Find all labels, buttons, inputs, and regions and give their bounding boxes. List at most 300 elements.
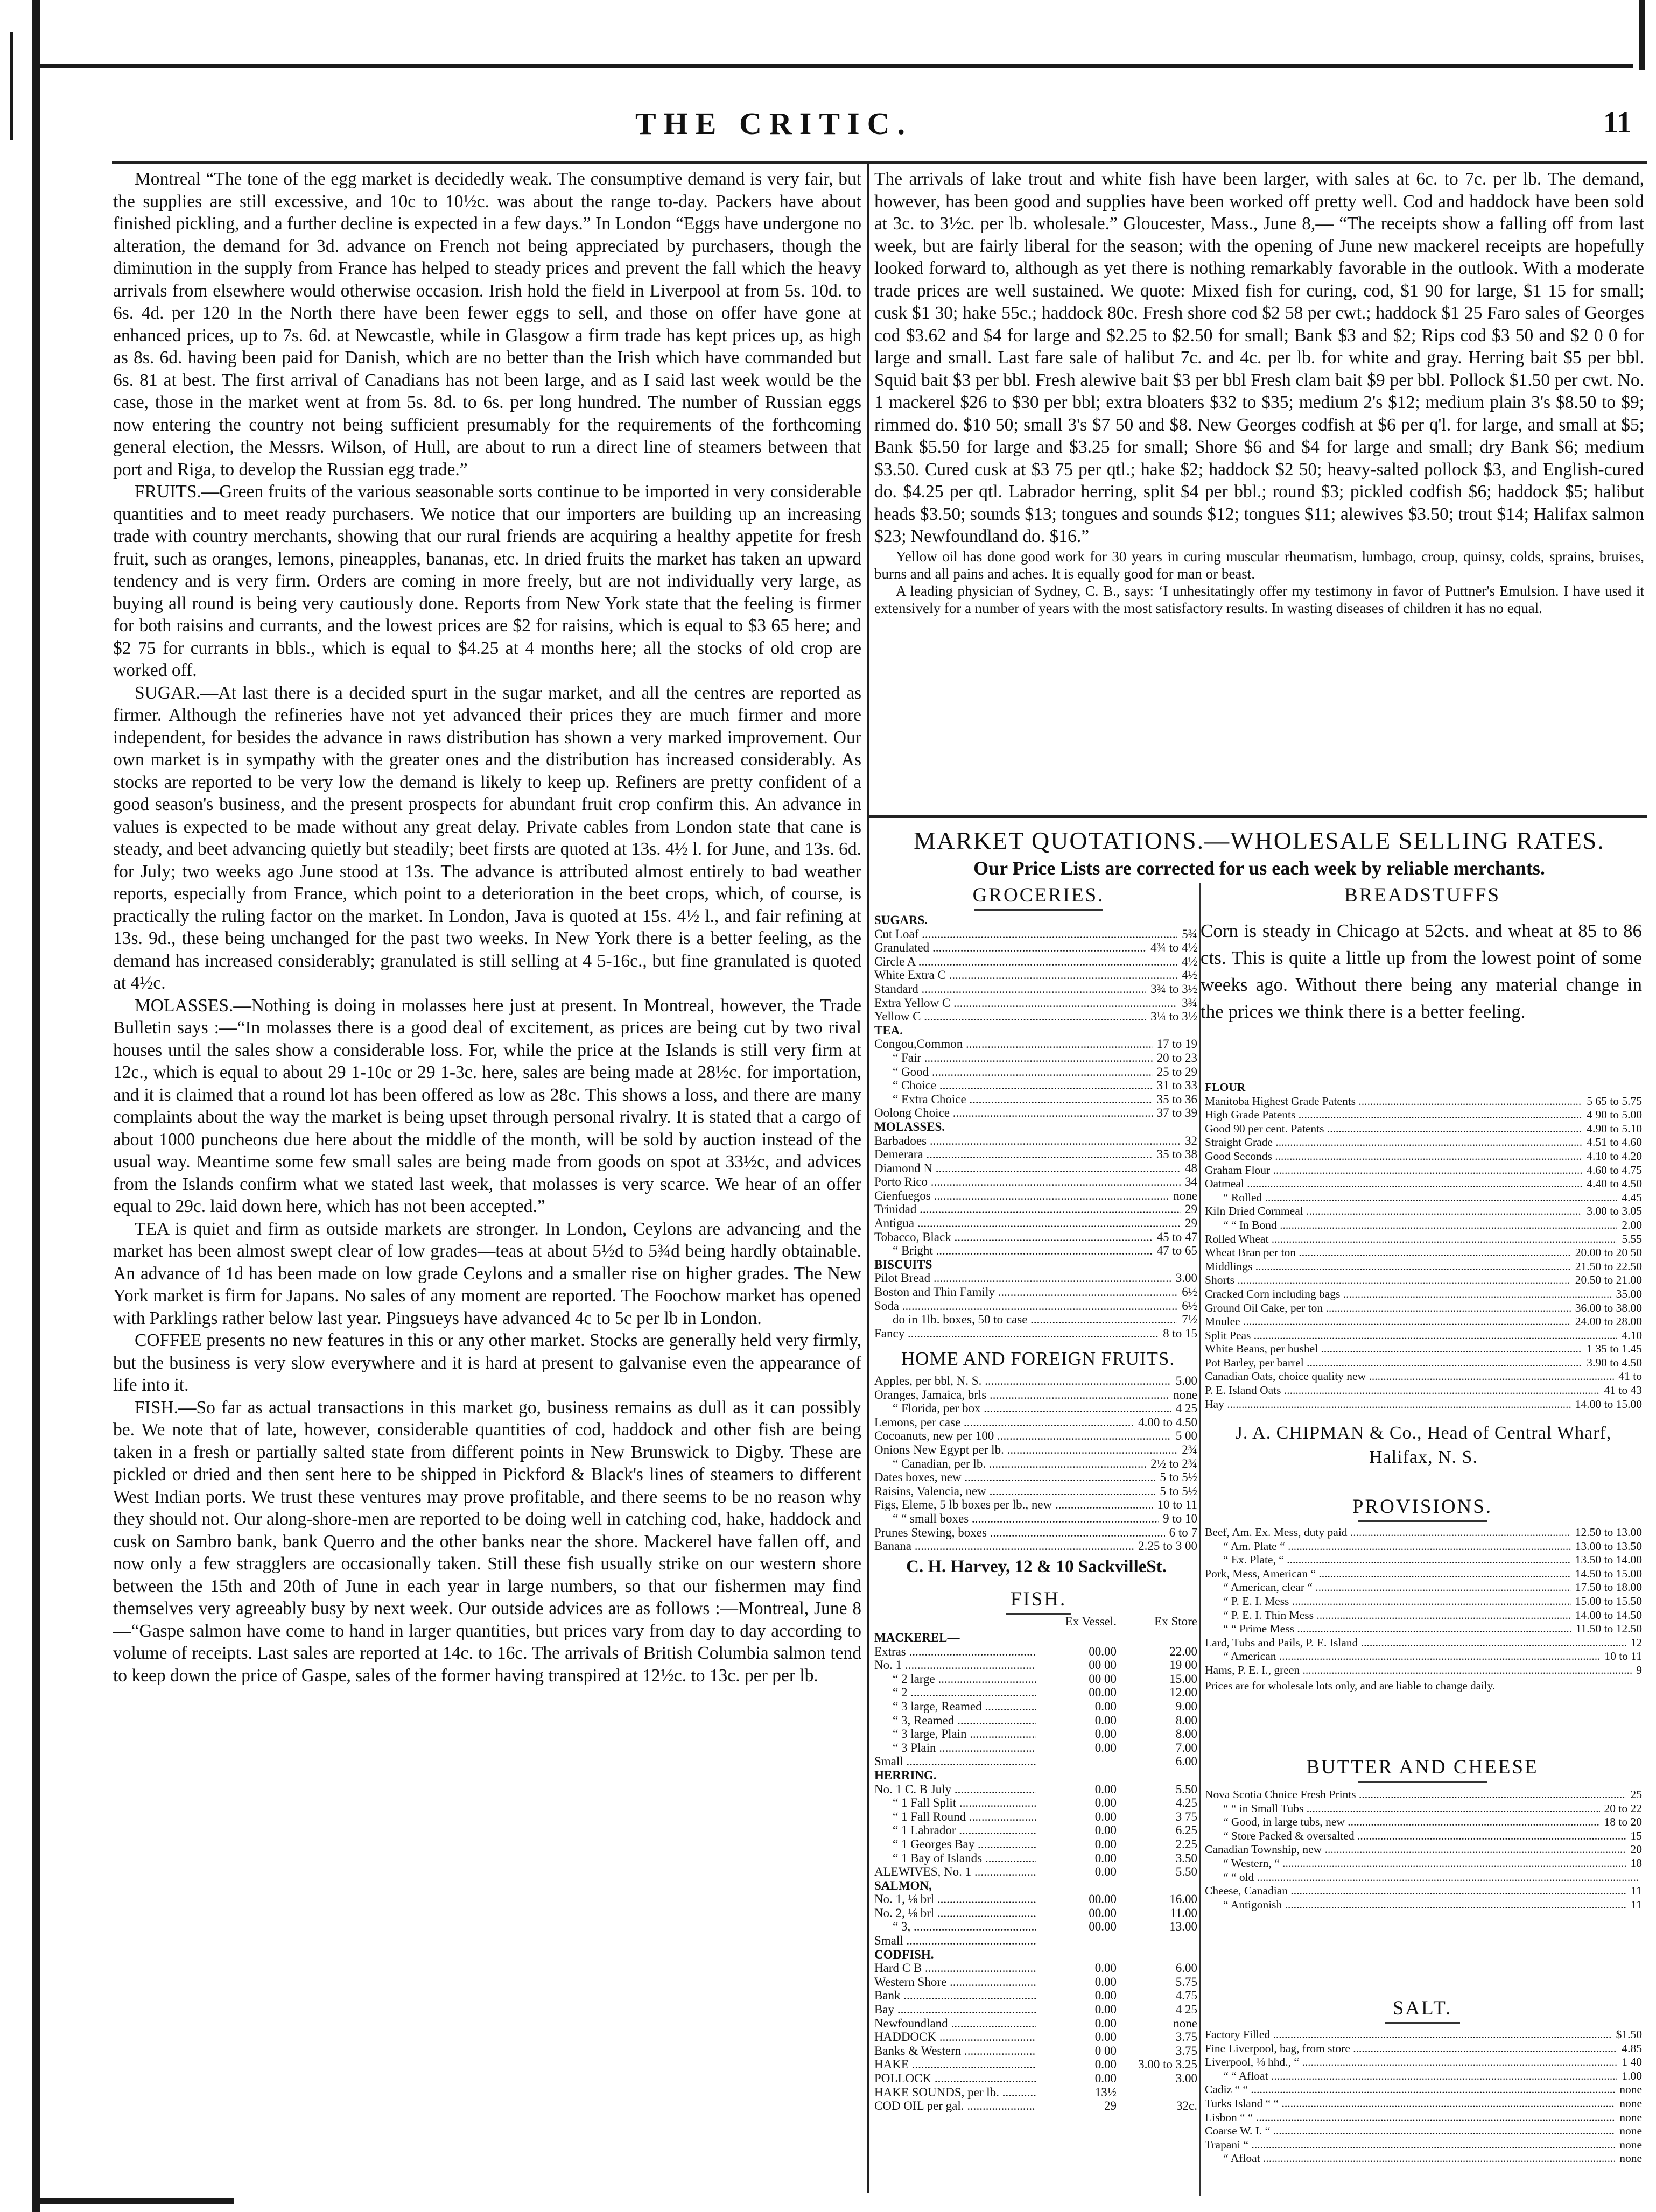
price-item-name: MACKEREL— xyxy=(874,1631,960,1644)
price-item-name: “ “ in Small Tubs ..... xyxy=(1205,1802,1600,1816)
price-value: none xyxy=(1619,2110,1642,2124)
price-row xyxy=(874,1727,1197,1741)
price-row xyxy=(1205,1315,1642,1329)
price-value: 5 to 5½ xyxy=(1160,1484,1197,1498)
price-value: 1 40 xyxy=(1622,2055,1642,2069)
provisions-table xyxy=(1205,1526,1642,1678)
price-row xyxy=(874,968,1197,982)
price-ex-store: 16.00 xyxy=(1169,1892,1197,1906)
price-row xyxy=(1205,1398,1642,1412)
price-value: 1 35 to 1.45 xyxy=(1587,1342,1642,1356)
page-frame-right xyxy=(1639,0,1645,70)
price-ex-store: 6.00 xyxy=(1175,1755,1197,1769)
price-row xyxy=(874,1906,1197,1920)
price-item-name: Canadian Township, new ..... xyxy=(1205,1843,1626,1857)
price-row xyxy=(874,1175,1197,1189)
price-row xyxy=(874,1051,1197,1065)
price-value: 20.50 to 21.00 xyxy=(1575,1273,1642,1287)
price-item-name: Bay ..... xyxy=(874,2003,1036,2017)
price-item-name: “ Bright ..... xyxy=(874,1244,1153,1258)
breadstuffs-credit: J. A. CHIPMAN & Co., Head of Central Wharf, Halifax, N. S. xyxy=(1235,1423,1612,1467)
paragraph-fish-continued: The arrivals of lake trout and white fish have been larger, with sales at 6c. to 7c. per lb. The demand, however, has been good and supplies have been worked off pretty well. Cod and haddock have been sold at 3c. to 3½c. per lb. wholesale.” Gloucester, Mass., June 8,— “The receipts show a falling off from last week, but are fairly liberal for the season; with the opening of June new mackerel receipts are hopefully looked forward to, although as yet there is nothing remarkably favorable in the outlook. With a moderate trade prices are well sustained. We quote: Mixed fish for curing, cod, $1 90 for large, $1 15 for small; cusk $1 30; hake 55c.; haddock 80c. Fresh shore cod $2 58 per cwt.; haddock $1 25 Faro sales of Georges cod $3.62 and $4 for large and $2.25 to $2.50 for small; Bank $3 and $2; Rips cod $3 50 and $2 0 0 for large and small. Last fare sale of halibut 7c. and 4c. per lb. for white and gray. Herring bait $5 per bbl. Squid bait $3 per bbl. Fresh alewive bait $3 per bbl Fresh clam bait $9 per bbl. Pollock $1.50 per cwt. No. 1 mackerel $26 to $30 per bbl; extra bloaters $32 to $35; medium 2's $12; medium plain 3's $8.50 to $9; rimmed do. $10 50; small 3's $7 50 and $8. New Georges codfish at $6 per q'l. for large, and small at $5; Bank $5.50 for large and $3.25 for small; Shore $6 and $4 for large and small; dry Bank $6; medium $3.50. Cured cusk at $3 75 per qtl.; hake $2; haddock $2 50; heavy-salted pollock $3, and English-cured do. $4.25 per qtl. Labrador herring, split $4 per bbl.; round $3; pickled codfish $6; haddock $5; halibut heads $3.50; sounds $13; tongues and sounds $12; tongues $11; alewives $3.50; trout $14; Halifax salmon $23; Newfoundland do. $16.” xyxy=(874,169,1644,546)
price-item-name: White Extra C ..... xyxy=(874,968,1177,982)
price-item-name: CODFISH. xyxy=(874,1947,934,1961)
price-ex-store xyxy=(1117,1948,1197,1962)
price-value: 3.90 to 4.50 xyxy=(1587,1356,1642,1369)
price-value: 5 00 xyxy=(1175,1429,1197,1443)
price-value: 4.10 xyxy=(1622,1328,1642,1342)
price-value: 35 to 38 xyxy=(1156,1147,1197,1161)
price-value: 4.10 to 4.20 xyxy=(1587,1149,1642,1163)
price-value: 11 xyxy=(1631,1884,1642,1898)
price-row xyxy=(874,1244,1197,1258)
price-row xyxy=(874,1285,1197,1299)
price-value: 29 xyxy=(1185,1202,1197,1216)
price-item-name: “ 3 large, Reamed ..... xyxy=(874,1700,1036,1714)
price-row xyxy=(874,996,1197,1010)
price-row xyxy=(1205,1595,1642,1609)
price-value: 4½ xyxy=(1182,954,1197,968)
price-item-name: Hard C B ..... xyxy=(874,1961,1036,1975)
price-value: 3¾ to 3½ xyxy=(1150,982,1197,996)
price-row xyxy=(1205,1622,1642,1636)
price-value: 10 to 11 xyxy=(1604,1650,1642,1663)
paragraph-eggs: Montreal “The tone of the egg market is decidedly weak. The consumptive demand is very fair, but the supplies are still excessive, and 10c to 10½c. was about the range to-day. Packers have about finished pickling, and a further decline is expected in a few days.” In London “Eggs have undergone no alteration, the demand for 3d. advance on French not being appreciated by purchasers, though the diminution in the supply from France has helped to steady prices and prevent the fall which the heavy arrivals from elsewhere would otherwise occasion. Irish hold the field in Liverpool at from 5s. 10d. to 6s. 4d. per 120 In the North there have been fewer eggs to sell, and those on offer have gone at enhanced prices, up to 7s. 6d. at Newcastle, while in Glasgow a firm trade has kept prices up, as high as 8s. 6d. having been paid for Danish, which are no better than the Irish which have commanded but 6s. 81 at best. The first arrival of Canadians has not been large, and as I said last week would be the case, those in the market went at from 5s. 8d. to 6s. per long hundred. The number of Russian eggs now entering the country not being sufficient presumably for the requirements of the forthcoming general election, the Messrs. Wilson, of Hull, are about to run a direct line of steamers between that port and Riga, to develop the Russian egg trade.” xyxy=(113,169,861,480)
price-ex-store: 4.25 xyxy=(1175,1796,1197,1810)
price-item-name: FLOUR xyxy=(1205,1081,1246,1094)
price-item-name: Good Seconds ..... xyxy=(1205,1150,1582,1164)
price-row xyxy=(1205,1526,1642,1540)
price-value: 4 90 to 5.00 xyxy=(1587,1108,1642,1122)
price-row xyxy=(874,1539,1197,1553)
price-row xyxy=(874,1065,1197,1079)
price-ex-store: 8.00 xyxy=(1175,1713,1197,1727)
price-row xyxy=(874,2003,1197,2017)
price-value: 5¾ xyxy=(1182,927,1197,941)
price-ex-vessel: 0.00 xyxy=(1094,1865,1117,1879)
price-ex-store xyxy=(1117,2086,1197,2100)
price-row xyxy=(874,1415,1197,1429)
price-ex-vessel xyxy=(1036,1948,1117,1962)
price-row xyxy=(874,1457,1197,1471)
price-item-name: SUGARS. xyxy=(874,913,928,927)
price-value: 5.00 xyxy=(1175,1374,1197,1387)
price-row xyxy=(874,1216,1197,1230)
price-item-name: “ Canadian, per lb. ..... xyxy=(874,1457,1146,1471)
price-row xyxy=(874,1010,1197,1024)
price-value: 14.50 to 15.00 xyxy=(1575,1567,1642,1580)
price-item-name: No. 1 C. B July ..... xyxy=(874,1783,1036,1797)
price-item-name: Bank ..... xyxy=(874,1989,1036,2003)
price-row xyxy=(874,1892,1197,1906)
price-row xyxy=(1205,2138,1642,2152)
price-ex-store: 5.75 xyxy=(1175,1975,1197,1989)
price-value: 9 to 10 xyxy=(1163,1511,1197,1525)
price-row xyxy=(1205,2097,1642,2111)
price-value: 14.00 to 15.00 xyxy=(1575,1397,1642,1411)
price-item-name: “ 3 Plain ..... xyxy=(874,1741,1036,1755)
price-ex-store: 8.00 xyxy=(1175,1727,1197,1741)
price-item-name: Granulated ..... xyxy=(874,941,1146,955)
paragraph-tea: TEA is quiet and firm as outside markets are stronger. In London, Ceylons are advancing and the market has been almost swept clear of low grades—teas at about 5½d to 5¾d being hardly obtainable. An advance of 1d has been made on low grade Ceylons and a smaller rise on higher grades. The New York market is firm for Japans. No sales of any moment are reported. The Foochow market has opened with Parklings rather below last year. Pingsueys have advanced 4c to 5c per lb in London. xyxy=(113,1218,861,1328)
price-item-name: Manitoba Highest Grade Patents ..... xyxy=(1205,1095,1582,1109)
price-item-name: “ 3, ..... xyxy=(874,1920,1036,1934)
price-item-name: Onions New Egypt per lb. ..... xyxy=(874,1443,1177,1457)
price-row xyxy=(1205,2111,1642,2125)
price-row xyxy=(874,1796,1197,1810)
price-item-name: Ground Oil Cake, per ton ..... xyxy=(1205,1301,1571,1315)
price-row xyxy=(1205,1177,1642,1191)
price-row xyxy=(874,913,1197,927)
price-item-name: Standard ..... xyxy=(874,982,1146,996)
fish-header-vessel: Ex Vessel. xyxy=(1065,1615,1117,1628)
price-item-name: Cadiz “ “ ..... xyxy=(1205,2083,1615,2097)
price-ex-store xyxy=(1117,1934,1197,1948)
price-item-name: “ Choice ..... xyxy=(874,1079,1153,1093)
price-ex-vessel: 13½ xyxy=(1094,2085,1117,2099)
price-value: 18 xyxy=(1630,1856,1642,1870)
price-item-name: “ Rolled ..... xyxy=(1205,1191,1617,1205)
price-value: 14.00 to 14.50 xyxy=(1575,1608,1642,1622)
price-row xyxy=(1205,1260,1642,1274)
price-value: 9 xyxy=(1636,1663,1642,1676)
price-item-name: “ 3, Reamed ..... xyxy=(874,1714,1036,1728)
price-row xyxy=(1205,2042,1642,2056)
price-item-name: Moulee ..... xyxy=(1205,1315,1571,1329)
price-row xyxy=(874,2086,1197,2100)
price-item-name: Cracked Corn including bags ..... xyxy=(1205,1287,1612,1301)
price-row xyxy=(1205,1108,1642,1122)
price-row xyxy=(1205,1871,1642,1885)
price-row xyxy=(1205,1843,1642,1857)
price-ex-vessel: 0.00 xyxy=(1094,1727,1117,1741)
breadstuffs-title: BREADSTUFFS xyxy=(1344,884,1501,906)
price-item-name: TEA. xyxy=(874,1023,903,1037)
price-ex-vessel: 0.00 xyxy=(1094,1782,1117,1796)
price-item-name: Cocoanuts, new per 100 ..... xyxy=(874,1429,1171,1443)
price-item-name: “ Antigonish ..... xyxy=(1205,1898,1626,1912)
price-item-name: “ 2 large ..... xyxy=(874,1672,1036,1686)
price-item-name: White Beans, per bushel ..... xyxy=(1205,1342,1582,1356)
groceries-table xyxy=(874,913,1197,1340)
price-row xyxy=(1205,1191,1642,1205)
price-ex-store: 22.00 xyxy=(1169,1644,1197,1658)
price-item-name: Yellow C ..... xyxy=(874,1010,1146,1024)
price-value: 20 xyxy=(1630,1843,1642,1856)
price-item-name: No. 1, ⅛ brl ..... xyxy=(874,1892,1036,1906)
advert-yellow-oil: Yellow oil has done good work for 30 years in curing muscular rheumatism, lumbago, croup, quinsy, colds, sprains, bruises, burns and all pains and aches. It is equally good for man or beast. xyxy=(874,548,1644,582)
price-row xyxy=(1205,1553,1642,1567)
price-value: 4.51 to 4.60 xyxy=(1587,1136,1642,1149)
page-frame-bottom xyxy=(40,2198,234,2204)
price-item-name: Fancy ..... xyxy=(874,1327,1159,1341)
price-row xyxy=(1205,1636,1642,1650)
price-item-name: “ Afloat ..... xyxy=(1205,2152,1615,2166)
price-row xyxy=(1205,1898,1642,1912)
price-row xyxy=(874,1741,1197,1755)
price-value xyxy=(1193,1024,1197,1038)
price-row xyxy=(1205,1150,1642,1164)
price-item-name: Banana ..... xyxy=(874,1539,1134,1553)
page-frame-left xyxy=(32,0,40,2212)
price-ex-store: 7.00 xyxy=(1175,1741,1197,1755)
price-value: 7½ xyxy=(1182,1313,1197,1327)
price-ex-store: 15.00 xyxy=(1169,1672,1197,1686)
price-item-name: Kiln Dried Cornmeal ..... xyxy=(1205,1204,1582,1218)
price-row xyxy=(1205,1246,1642,1260)
price-row xyxy=(874,1189,1197,1203)
price-row xyxy=(1205,2152,1642,2166)
price-ex-vessel: 00.00 xyxy=(1089,1892,1117,1906)
paragraph-fruits: FRUITS.—Green fruits of the various seasonable sorts continue to be imported in very considerable quantities and to meet ready purchasers. We notice that our importers are building up an increasing trade with country merchants, showing that our rural friends are acquiring a healthy appetite for fresh fruit, such as oranges, lemons, pineapples, bananas, etc. In dried fruits the market has taken an upward tendency and is very firm. Orders are coming in more freely, but are not individually very large, as buying all round is being very cautiously done. Reports from New York state that the feeling is firmer for both raisins and currants, and the lowest prices are $2 for raisins, which is equal to $3 65 here; and $2 75 for currants in bbls., which is equal to $4.25 at 4 months here; all the stocks of old crop are worked off. xyxy=(113,482,861,680)
price-value: 11.50 to 12.50 xyxy=(1575,1622,1642,1636)
price-item-name: Trinidad ..... xyxy=(874,1202,1181,1216)
price-row xyxy=(874,1823,1197,1837)
price-item-name: “ Am. Plate “ ..... xyxy=(1205,1540,1571,1554)
price-item-name: “ 1 Fall Round ..... xyxy=(874,1810,1036,1824)
price-item-name: “ Good, in large tubs, new ..... xyxy=(1205,1815,1600,1829)
price-ex-vessel: 0 00 xyxy=(1094,2044,1117,2058)
price-value xyxy=(1193,913,1197,927)
price-item-name: Graham Flour ..... xyxy=(1205,1164,1582,1178)
price-row xyxy=(874,1079,1197,1093)
salt-title: SALT. xyxy=(1202,1997,1643,2024)
price-item-name: “ “ old ..... xyxy=(1205,1871,1638,1885)
price-value xyxy=(1193,1120,1197,1134)
price-row xyxy=(1205,1664,1642,1678)
price-ex-vessel xyxy=(1036,1879,1117,1893)
price-row xyxy=(874,1258,1197,1272)
price-ex-vessel: 0.00 xyxy=(1094,1699,1117,1713)
price-item-name: POLLOCK ..... xyxy=(874,2072,1036,2086)
price-ex-vessel: 0.00 xyxy=(1094,1975,1117,1989)
price-row xyxy=(874,1202,1197,1216)
price-ex-store: 12.00 xyxy=(1169,1686,1197,1700)
price-value: 4.60 to 4.75 xyxy=(1587,1163,1642,1177)
price-item-name: Cienfuegos ..... xyxy=(874,1189,1169,1203)
price-item-name: Lisbon “ “ ..... xyxy=(1205,2111,1615,2125)
price-row xyxy=(874,1686,1197,1700)
price-row xyxy=(874,1948,1197,1962)
advert-emulsion: A leading physician of Sydney, C. B., says: ‘I unhesitatingly offer my testimony in favor of Puttner's Emulsion. I have used it extensively for a number of years with the most satisfactory results. In wasting diseases of children it has no equal. xyxy=(874,582,1644,616)
butter-cheese-table xyxy=(1205,1788,1642,1912)
paragraph-fish: FISH.—So far as actual transactions in this market go, business remains as dull as it can possibly be. We note that of late, however, considerable quantities of cod, haddock and other fish are being taken in a fresh or partially salted state from different points in New Brunswick to Digby. These are pickled or dried and then sent here to be shipped in Pickford & Black's lines of steamers to different West Indian ports. We trust these ventures may prove profitable, and there seems to be no reason why they should not. Our along-shore-men are reported to be doing well in catching cod, hake, haddock and cusk on Sambro bank, bank Querro and the other banks near the shore. Mackerel have fallen off, and now only a few stragglers are occasionally taken. Still these fish usually strike on our western shore between the 15th and 20th of June in each year in large numbers, so that our fishermen may find themselves very agreeably busy by next week. Our outside advices are as follows :—Montreal, June 8—“Gaspe salmon have come to hand in larger quantities, but prices vary from day to day according to volume of receipts. Last sales are reported at 14c. to 16c. The arrivals of British Columbia salmon tend to keep down the price of Gaspe, sales of the former having transpired at 12½c. to 13c. per per lb. xyxy=(113,1397,861,1686)
price-item-name: No. 1 ..... xyxy=(874,1658,1036,1672)
price-row xyxy=(1205,2083,1642,2097)
price-row xyxy=(874,1851,1197,1865)
price-value: 25 xyxy=(1630,1788,1642,1801)
market-quotations-title: MARKET QUOTATIONS.—WHOLESALE SELLING RATES. xyxy=(914,827,1605,854)
price-item-name: HAKE SOUNDS, per lb. ..... xyxy=(874,2086,1036,2100)
price-ex-vessel: 29 xyxy=(1104,2099,1117,2113)
price-item-name: “ 3 large, Plain ..... xyxy=(874,1727,1036,1741)
price-row xyxy=(1205,2055,1642,2069)
price-item-name: Hay ..... xyxy=(1205,1398,1571,1412)
price-row xyxy=(874,1106,1197,1120)
price-item-name: “ Store Packed & oversalted ..... xyxy=(1205,1829,1626,1843)
price-value xyxy=(1193,1258,1197,1272)
price-value: 29 xyxy=(1185,1216,1197,1230)
price-value: 13.50 to 14.00 xyxy=(1575,1553,1642,1567)
price-row xyxy=(1205,1829,1642,1843)
price-ex-store xyxy=(1117,1631,1197,1645)
price-value: 3¼ to 3½ xyxy=(1150,1010,1197,1024)
price-row xyxy=(874,1645,1197,1659)
price-row xyxy=(1205,1122,1642,1136)
price-row xyxy=(1205,1384,1642,1398)
price-row xyxy=(874,1470,1197,1484)
price-ex-store xyxy=(1117,1879,1197,1893)
price-row xyxy=(874,1120,1197,1134)
price-ex-vessel xyxy=(1036,1631,1117,1645)
fish-header-store: Ex Store xyxy=(1154,1615,1197,1628)
price-item-name: “ “ In Bond ..... xyxy=(1205,1218,1617,1232)
price-row xyxy=(874,2099,1197,2113)
price-row xyxy=(874,1134,1197,1148)
price-ex-vessel: 00.00 xyxy=(1089,1644,1117,1658)
price-value: none xyxy=(1619,2124,1642,2138)
price-value: 12 xyxy=(1630,1636,1642,1649)
price-row xyxy=(874,1327,1197,1341)
price-value: 10 to 11 xyxy=(1157,1498,1197,1512)
price-item-name: Small ..... xyxy=(874,1755,1036,1769)
paragraph-sugar: SUGAR.—At last there is a decided spurt in the sugar market, and all the centres are reported as firmer. Although the refineries have not yet advanced their prices they are much firmer and more independent, for besides the advance in raws distribution has shown a very marked improvement. Our own market is in sympathy with the greater ones and the distribution has increased considerably. As stocks are reported to be very low the demand is likely to keep up. Refiners are pretty confident of a good season's business, and the present prospects for abundant fruit crop confirm this. An advance in values is expected to be made without any great delay. Private cables from London state that cane is steady, and beet advancing quietly but steadily; beet firsts are quoted at 13s. 4½ l. for June, and 13s. 6d. for July; two weeks ago June stood at 13s. The advance is attributed almost entirely to bad weather reports, especially from France, which point to a deterioration in the beet crops, which, of course, is practically the ruling factor on the market. In London, Java is quoted at 15s. 4½ l., and fair refining at 13s. 9d., these being unchanged for the past two weeks. In New York there is a better feeling, as the demand has increased considerably; granulated is still selling at 4 5-16c., but fine granulated is quoted at 4½c. xyxy=(113,682,861,993)
price-row xyxy=(874,2044,1197,2058)
price-row xyxy=(874,2072,1197,2086)
price-item-name: Hams, P. E. I., green ..... xyxy=(1205,1664,1632,1678)
price-value: 35.00 xyxy=(1616,1287,1642,1300)
price-item-name: Beef, Am. Ex. Mess, duty paid ..... xyxy=(1205,1526,1571,1540)
price-value: none xyxy=(1173,1188,1197,1202)
price-row xyxy=(874,1161,1197,1175)
price-row xyxy=(874,1865,1197,1879)
fish-column-headers xyxy=(874,1615,1197,1629)
price-row xyxy=(874,927,1197,941)
price-item-name: Extras ..... xyxy=(874,1645,1036,1659)
price-row xyxy=(1205,1095,1642,1109)
price-item-name: “ “ Prime Mess ..... xyxy=(1205,1622,1571,1636)
price-row xyxy=(874,1783,1197,1797)
price-row xyxy=(1205,1136,1642,1150)
price-item-name: P. E. Island Oats ..... xyxy=(1205,1384,1600,1398)
price-item-name: Raisins, Valencia, new ..... xyxy=(874,1484,1155,1498)
price-item-name: Pork, Mess, American “ ..... xyxy=(1205,1567,1571,1581)
breadstuffs-table xyxy=(1205,1081,1642,1411)
home-foreign-fruits-table xyxy=(874,1374,1197,1553)
price-item-name: Liverpool, ⅛ hhd., “ ..... xyxy=(1205,2055,1617,2069)
price-item-name: MOLASSES. xyxy=(874,1119,945,1133)
paragraph-molasses: MOLASSES.—Nothing is doing in molasses here just at present. In Montreal, however, the Trade Bulletin says :—“In molasses there is a good deal of excitement, as prices are being cut by two rival houses until the sales show a considerable loss. For, while the price at the Islands is still very firm at 12c., which is equal to about 29 1-10c or 29 1-3c. here, sales are being made at 28½c. for importation, and it is claimed that a round lot has been offered as low as 28c. This shows a loss, and there are many complaints about the way the market is being upset through personal rivalry. It is stated that a cargo of about 1000 puncheons due here about the middle of the month, will be sold by auction instead of the usual way. Meantime some few small sales are being made from goods on spot at 33½c, and advices from the Islands confirm what we stated last week, that molasses is very scarce. We hear of an offer equal to 29c. laid down here, which has not been accepted.” xyxy=(113,995,861,1216)
price-item-name: Small ..... xyxy=(874,1934,1036,1948)
header-rule xyxy=(112,161,1647,164)
price-ex-store: 3.00 to 3.25 xyxy=(1138,2058,1197,2072)
price-value: none xyxy=(1619,2152,1642,2165)
price-item-name: Apples, per bbl, N. S. ..... xyxy=(874,1374,1171,1388)
price-ex-vessel: 0.00 xyxy=(1094,1796,1117,1810)
price-ex-store: none xyxy=(1173,2016,1197,2030)
price-value: 31 to 33 xyxy=(1156,1079,1197,1093)
price-item-name: Split Peas ..... xyxy=(1205,1329,1617,1343)
left-column xyxy=(113,168,861,1687)
price-row xyxy=(874,1512,1197,1526)
price-row xyxy=(874,2030,1197,2044)
price-value: none xyxy=(1173,1387,1197,1401)
price-item-name: “ Good ..... xyxy=(874,1065,1153,1079)
price-value: 4.45 xyxy=(1622,1190,1642,1204)
price-ex-store: 3.50 xyxy=(1175,1851,1197,1865)
price-item-name: “ “ Afloat ..... xyxy=(1205,2069,1617,2083)
price-item-name: do in 1lb. boxes, 50 to case ..... xyxy=(874,1313,1177,1327)
price-item-name: Figs, Eleme, 5 lb boxes per lb., new ..... xyxy=(874,1498,1153,1512)
price-ex-vessel: 0.00 xyxy=(1094,1989,1117,2003)
price-row xyxy=(874,1313,1197,1327)
price-row xyxy=(1205,2069,1642,2083)
price-row xyxy=(874,1299,1197,1313)
price-row xyxy=(1205,1164,1642,1178)
price-item-name: Nova Scotia Choice Fresh Prints ..... xyxy=(1205,1788,1626,1802)
price-row xyxy=(874,2058,1197,2072)
price-item-name: Oolong Choice ..... xyxy=(874,1106,1153,1120)
table-column-divider xyxy=(1199,883,1201,2196)
price-ex-store: 3.75 xyxy=(1175,2030,1197,2044)
price-value: 4.90 to 5.10 xyxy=(1587,1122,1642,1135)
price-row xyxy=(1205,1540,1642,1554)
price-item-name: “ 1 Bay of Islands ..... xyxy=(874,1851,1036,1865)
price-row xyxy=(1205,1232,1642,1246)
price-value: 36.00 to 38.00 xyxy=(1575,1301,1642,1314)
butter-cheese-title: BUTTER AND CHEESE xyxy=(1202,1756,1643,1783)
price-value: 8 to 15 xyxy=(1163,1326,1197,1340)
price-row xyxy=(1205,1273,1642,1287)
price-item-name: Trapani “ ..... xyxy=(1205,2138,1615,2152)
price-item-name: Banks & Western ..... xyxy=(874,2044,1036,2058)
salt-table xyxy=(1205,2028,1642,2166)
price-item-name: No. 2, ⅛ brl ..... xyxy=(874,1906,1036,1920)
price-value: 4¾ to 4½ xyxy=(1150,941,1197,955)
price-row xyxy=(874,982,1197,996)
price-row xyxy=(1205,1081,1642,1095)
price-value: 17 to 19 xyxy=(1156,1037,1197,1051)
right-column-top xyxy=(874,168,1644,617)
price-ex-vessel: 0.00 xyxy=(1094,2058,1117,2072)
price-ex-vessel: 0.00 xyxy=(1094,1961,1117,1975)
price-value: 6 to 7 xyxy=(1169,1525,1197,1539)
price-row xyxy=(1205,1884,1642,1898)
price-row xyxy=(874,1443,1197,1457)
price-item-name: Tobacco, Black ..... xyxy=(874,1230,1153,1244)
price-ex-store: 3.75 xyxy=(1175,2044,1197,2058)
price-item-name: “ Ex. Plate, “ ..... xyxy=(1205,1553,1571,1567)
price-row xyxy=(874,1230,1197,1244)
price-ex-store: 9.00 xyxy=(1175,1699,1197,1713)
price-row xyxy=(874,1147,1197,1161)
price-ex-store: 5.50 xyxy=(1175,1782,1197,1796)
price-row xyxy=(874,2017,1197,2031)
price-value: 37 to 39 xyxy=(1156,1106,1197,1120)
price-row xyxy=(1205,1356,1642,1370)
price-value: 4.40 to 4.50 xyxy=(1587,1177,1642,1190)
price-row xyxy=(1205,1788,1642,1802)
price-row xyxy=(874,1961,1197,1975)
price-value: 32 xyxy=(1185,1133,1197,1147)
price-value: 3.00 to 3.05 xyxy=(1587,1204,1642,1218)
price-row xyxy=(1205,2124,1642,2138)
price-item-name: “ American, clear “ ..... xyxy=(1205,1581,1571,1595)
price-value: 20 to 23 xyxy=(1156,1051,1197,1065)
fruits-credit: C. H. Harvey, 12 & 10 SackvilleSt. xyxy=(906,1557,1167,1576)
breadstuffs-text: Corn is steady in Chicago at 52cts. and wheat at 85 to 86 cts. This is quite a little up from the lowest point of some weeks ago. Without there being any material change in the prices we think there is a better feeling. xyxy=(1201,920,1642,1022)
groceries-title: GROCERIES. xyxy=(874,884,1203,911)
